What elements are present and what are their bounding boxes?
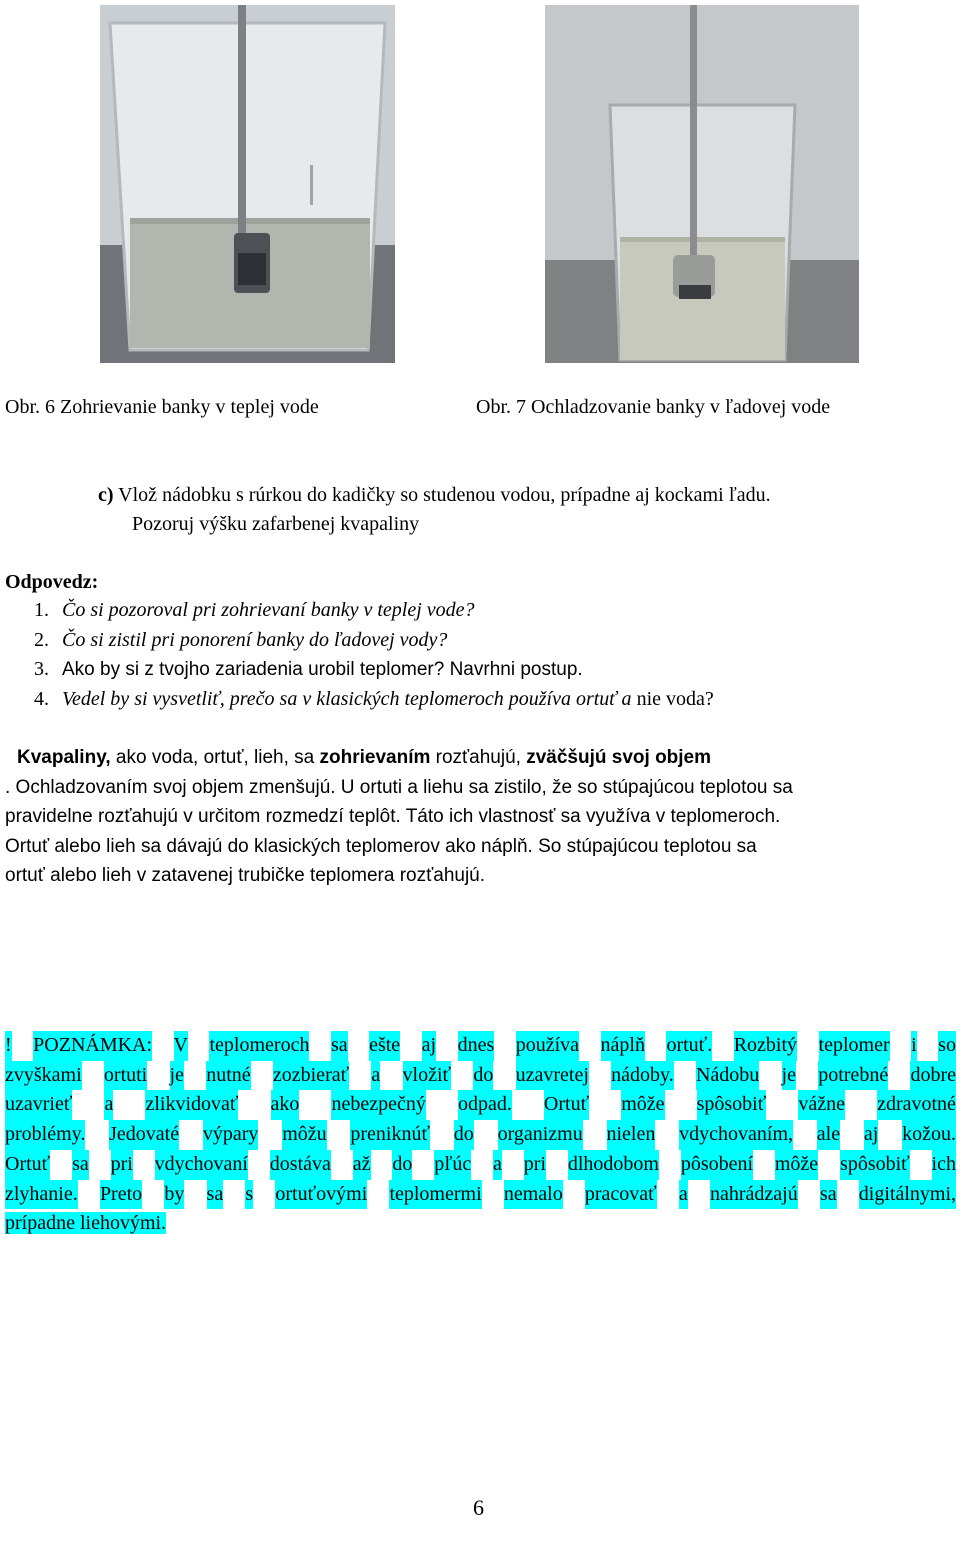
note-word: vdychovaním, (679, 1120, 793, 1150)
note-word: nemalo (504, 1180, 563, 1210)
note-word: Rozbitý (734, 1031, 797, 1061)
note-word: ortuti (104, 1061, 147, 1091)
question-text: Čo si zistil pri ponorení banky do ľadovej vody? (62, 629, 448, 651)
note-word: dobre (910, 1061, 956, 1091)
figure-6-caption: Obr. 6 Zohrievanie banky v teplej vode (5, 396, 319, 418)
note-word: náplň (601, 1031, 645, 1061)
note-word: pri (524, 1150, 546, 1180)
note-word: s (245, 1180, 253, 1210)
note-word: dnes (458, 1031, 495, 1061)
note-word: môže (621, 1090, 664, 1120)
note-word: teplomer (819, 1031, 890, 1061)
note-word: do (473, 1061, 493, 1091)
question-number: 2. (34, 629, 49, 651)
note-word: preniknúť (350, 1120, 430, 1150)
note-word: je (170, 1061, 184, 1091)
question-text: Čo si pozoroval pri zohrievaní banky v teplej vode? (62, 599, 475, 621)
question-text: Ako by si z tvojho zariadenia urobil teplomer? Navrhni postup. (62, 659, 583, 680)
question-text-tail: nie voda? (631, 688, 714, 710)
answer-line: pravidelne rozťahujú v určitom rozmedzí teplôt. Táto ich vlastnosť sa využíva v teplomeroch. (5, 806, 781, 827)
note-word: odpad. (458, 1090, 512, 1120)
note-word: kožou. (902, 1120, 956, 1150)
note-word: nahrádzajú (710, 1180, 798, 1210)
answer-line: Ortuť alebo lieh sa dávajú do klasických teplomerov ako náplň. So stúpajúcou teplotou sa (5, 835, 757, 857)
page-number: 6 (473, 1495, 484, 1520)
note-word: ! (5, 1031, 12, 1061)
question-number: 1. (34, 599, 49, 621)
note-word: a (104, 1090, 113, 1120)
note-word: nádoby. (611, 1061, 674, 1091)
note-word: aj (422, 1031, 436, 1061)
note-word: Ortuť (544, 1090, 589, 1120)
answer-paragraph (5, 743, 955, 891)
note-word: zdravotné (877, 1090, 956, 1120)
figure-6-photo (100, 5, 395, 363)
note-word: zlikvidovať (145, 1090, 238, 1120)
note-line (5, 1061, 956, 1091)
note-word: až (353, 1150, 371, 1180)
instruction-line-2: Pozoruj výšku zafarbenej kvapaliny (132, 513, 420, 535)
note-word: POZNÁMKA: (33, 1031, 152, 1061)
note-line (5, 1180, 956, 1210)
note-word: do (392, 1150, 412, 1180)
note-word: Ortuť (5, 1150, 50, 1180)
note-word: Nádobu (696, 1061, 759, 1091)
note-word: potrebné (818, 1061, 888, 1091)
note-word: teplomermi (389, 1180, 481, 1210)
note-word: sa (331, 1031, 348, 1061)
figure-7-caption: Obr. 7 Ochladzovanie banky v ľadovej vode (476, 396, 831, 418)
note-word: môžu (282, 1120, 326, 1150)
note-word: by (164, 1180, 184, 1210)
note-word: sa (72, 1150, 89, 1180)
question-number: 3. (34, 658, 49, 680)
answer-text: ako voda, ortuť, lieh, sa (110, 747, 320, 768)
note-line (5, 1120, 956, 1150)
note-word: pôsobení (681, 1150, 753, 1180)
note-word: uzavrieť (5, 1090, 72, 1120)
note-word: i (911, 1031, 917, 1061)
note-word: V (174, 1031, 188, 1061)
note-word: používa (516, 1031, 579, 1061)
instruction-line-1 (98, 484, 771, 507)
note-word: pri (111, 1150, 133, 1180)
question-4 (34, 688, 714, 711)
note-word: zlyhanie. (5, 1180, 78, 1210)
answer-line: ortuť alebo lieh v zatavenej trubičke teplomera rozťahujú. (5, 865, 486, 886)
instruction-text: Vlož nádobku s rúrkou do kadičky so studenou vodou, prípadne aj kockami ľadu. (113, 484, 771, 506)
note-word: ešte (369, 1031, 400, 1061)
note-word: výpary (203, 1120, 259, 1150)
note-word: aj (864, 1120, 878, 1150)
note-word: zvyškami (5, 1061, 82, 1091)
question-1 (34, 599, 475, 622)
answer-bold: zohrievaním (319, 747, 431, 768)
note-word: pracovať (585, 1180, 657, 1210)
note-word: vdychovaní (155, 1150, 248, 1180)
note-word: ako (271, 1090, 300, 1120)
questions-heading: Odpovedz: (5, 571, 99, 593)
note-word: ortuťovými (275, 1180, 367, 1210)
note-word: nebezpečný (331, 1090, 425, 1120)
note-word: spôsobiť (840, 1150, 910, 1180)
answer-line (5, 743, 955, 773)
note-line (5, 1031, 956, 1061)
note-word: teplomeroch (209, 1031, 309, 1061)
note-word: uzavretej (516, 1061, 589, 1091)
note-word: nielen (607, 1120, 656, 1150)
note-text: prípadne liehovými. (5, 1212, 167, 1235)
note-word: problémy. (5, 1120, 85, 1150)
figure-7-photo (545, 5, 859, 363)
note-word: dostáva (270, 1150, 331, 1180)
answer-bold: Kvapaliny, (17, 747, 111, 768)
note-line-last (5, 1209, 956, 1239)
instruction-letter: c) (98, 484, 114, 506)
question-2 (34, 629, 447, 652)
note-line (5, 1090, 956, 1120)
note-word: so (938, 1031, 956, 1061)
note-word: Jedovaté (109, 1120, 179, 1150)
note-word: nutné (206, 1061, 250, 1091)
answer-bold: zväčšujú svoj objem (526, 747, 712, 768)
question-text: Vedel by si vysvetliť, prečo sa v klasických teplomeroch používa ortuť a (62, 688, 632, 710)
note-word: a (493, 1150, 502, 1180)
note-word: vážne (798, 1090, 845, 1120)
note-word: ale (817, 1120, 840, 1150)
note-line (5, 1150, 956, 1180)
note-word: do (454, 1120, 474, 1150)
note-word: je (782, 1061, 796, 1091)
answer-line: . Ochladzovaním svoj objem zmenšujú. U ortuti a liehu sa zistilo, že so stúpajúcou teplotou sa (5, 776, 793, 798)
note-word: môže (775, 1150, 818, 1180)
note-word: dlhodobom (568, 1150, 659, 1180)
note-word: zozbierať (273, 1061, 349, 1091)
note-word: a (371, 1061, 380, 1091)
question-3 (34, 658, 583, 681)
note-word: digitálnymi, (859, 1180, 956, 1210)
note-word: sa (820, 1180, 837, 1210)
note-word: pľúc (434, 1150, 471, 1180)
note-box (5, 1031, 956, 1239)
note-word: ortuť. (666, 1031, 712, 1061)
note-word: Preto (100, 1180, 142, 1210)
note-word: spôsobiť (697, 1090, 767, 1120)
note-word: ich (932, 1150, 956, 1180)
answer-text: rozťahujú, (430, 747, 527, 768)
note-word: organizmu (498, 1120, 583, 1150)
note-word: vložiť (403, 1061, 452, 1091)
question-number: 4. (34, 688, 49, 710)
note-word: sa (207, 1180, 224, 1210)
note-word: a (679, 1180, 688, 1210)
